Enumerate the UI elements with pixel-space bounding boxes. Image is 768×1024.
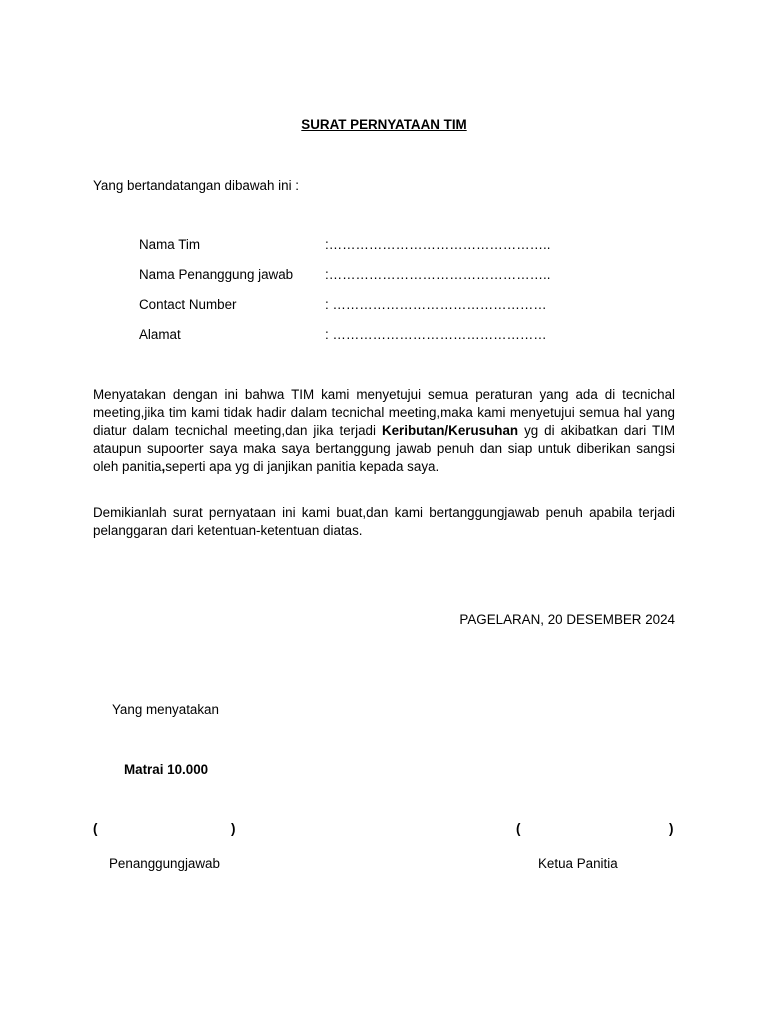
statement-part-1: Menyatakan dengan ini bahwa TIM kami menyetujui semua peraturan yang ada di tecnichal meeting,jika tim kami tidak hadir dalam tecnichal meeting,maka kami menyetujui semua hal yang diatur dalam tecnichal meeting,dan jika terjadi bbox=[93, 387, 675, 438]
field-label-team-name: Nama Tim bbox=[139, 237, 201, 252]
right-signature-role: Ketua Panitia bbox=[538, 856, 618, 871]
field-label-person-in-charge: Nama Penanggung jawab bbox=[139, 267, 294, 282]
declarant-label: Yang menyatakan bbox=[112, 702, 219, 717]
place-date: PAGELARAN, 20 DESEMBER 2024 bbox=[459, 612, 675, 627]
left-signature-role: Penanggungjawab bbox=[109, 856, 220, 871]
right-signature-open-paren: ( bbox=[516, 821, 521, 836]
statement-part-2: yg di akibatkan dari TIM ataupun supoorter saya maka saya bertanggung jawab penuh dan siap untuk diberikan sangsi oleh panitia bbox=[93, 423, 675, 474]
closing-paragraph: Demikianlah surat pernyataan ini kami buat,dan kami bertanggungjawab penuh apabila terjadi pelanggaran dari ketentuan-ketentuan diatas. bbox=[93, 505, 675, 538]
field-value-team-name: :………………………………………….. bbox=[325, 237, 551, 252]
left-signature-close-paren: ) bbox=[231, 821, 236, 836]
left-signature-open-paren: ( bbox=[93, 821, 98, 836]
statement-bold-comma: , bbox=[161, 459, 166, 474]
field-label-contact-number: Contact Number bbox=[139, 297, 237, 312]
stamp-label: Matrai 10.000 bbox=[124, 762, 209, 777]
right-signature-close-paren: ) bbox=[669, 821, 674, 836]
field-value-contact-number: : ………………………………………… bbox=[325, 297, 547, 312]
field-value-person-in-charge: :………………………………………….. bbox=[325, 267, 551, 282]
page-title: SURAT PERNYATAAN TIM bbox=[301, 117, 467, 132]
intro-text: Yang bertandatangan dibawah ini : bbox=[93, 178, 299, 193]
field-value-address: : ………………………………………… bbox=[325, 327, 547, 342]
statement-paragraph bbox=[93, 386, 675, 476]
statement-bold-riot: Keributan/Kerusuhan bbox=[381, 423, 519, 438]
field-label-address: Alamat bbox=[139, 327, 181, 342]
statement-part-3: seperti apa yg di janjikan panitia kepada saya. bbox=[165, 459, 440, 474]
